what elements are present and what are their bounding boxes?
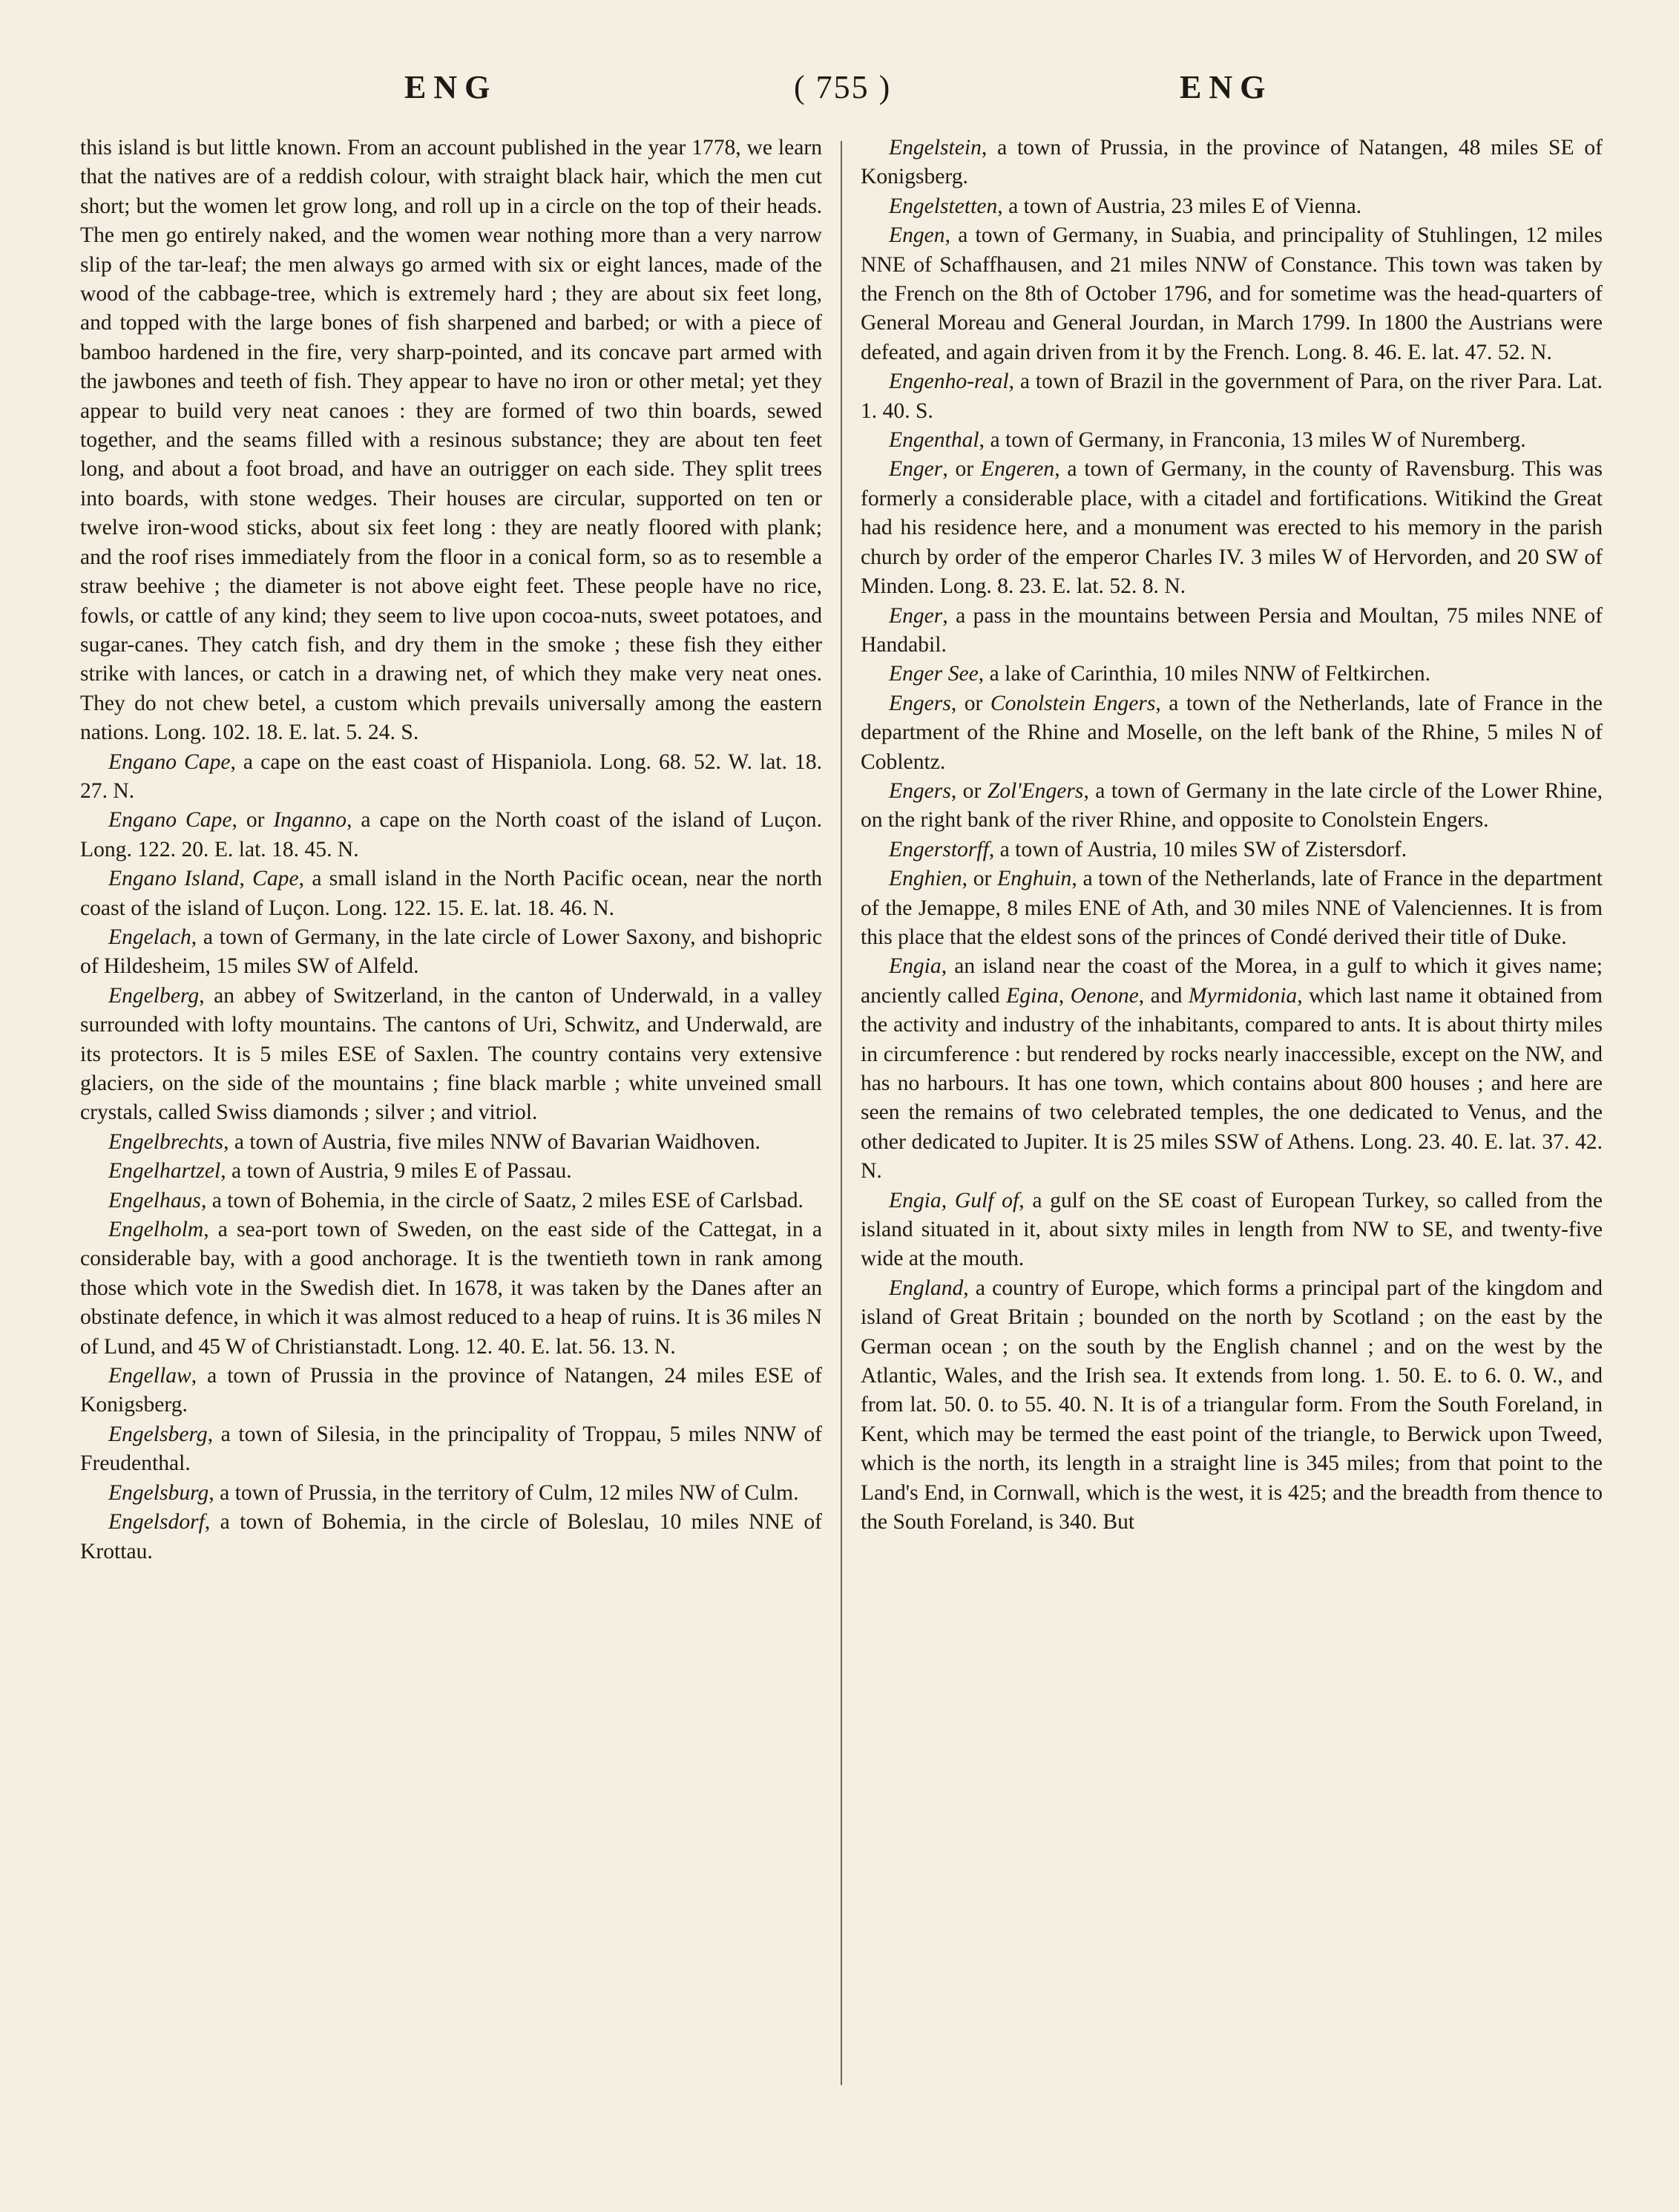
entry-text: , or: [231, 808, 274, 833]
gazetteer-entry: [80, 1420, 822, 1479]
entry-text: , a cape on the North coast of the island of Luçon. Long. 122. 20. E. lat. 18. 45. N.: [80, 808, 822, 862]
entry-term: Engerstorff: [889, 837, 989, 862]
entry-text: , a sea-port town of Sweden, on the east side of the Cattegat, in a considerable bay, with a good anchorage. It is the twentieth town in rank among those which vote in the Swedish diet. In 1678, it was taken by the Danes after an obstinate defence, in which it was almost reduced to a heap of ruins. It is 36 miles N of Lund, and 45 W of Christianstadt. Long. 12. 40. E. lat. 56. 13. N.: [80, 1218, 822, 1359]
entry-text: , a town of Austria, 23 miles E of Vienna.: [997, 194, 1362, 218]
entry-text: , a town of Germany in the late circle of the Lower Rhine, on the right bank of the river Rhine, and opposite to Conolstein Engers.: [861, 778, 1603, 833]
gazetteer-entry: [861, 689, 1603, 777]
header-right: ENG: [1180, 69, 1273, 105]
entry-text: , a town of Bohemia, in the circle of Boleslau, 10 miles NNE of Krottau.: [80, 1510, 822, 1563]
gazetteer-entry: [861, 864, 1603, 952]
gazetteer-entry: [861, 660, 1603, 689]
entry-text: , a town of Prussia, in the territory of Culm, 12 miles NW of Culm.: [208, 1480, 799, 1505]
entry-term: Engelhaus: [108, 1188, 201, 1212]
entry-term: Engen: [889, 223, 945, 248]
entry-text: , or: [950, 691, 990, 715]
entry-term: Engelhartzel: [108, 1159, 221, 1184]
gazetteer-entry: [80, 1128, 822, 1157]
gazetteer-entry: [861, 1187, 1603, 1274]
entry-term: Engellaw: [108, 1364, 191, 1388]
entry-text: , a small island in the North Pacific ocean, near the north coast of the island of Luçon. Long. 122. 15. E. lat. 18. 46. N.: [80, 867, 822, 920]
gazetteer-entry: [80, 1157, 822, 1186]
entry-text: ,: [1058, 983, 1071, 1008]
entry-term: Myrmidonia: [1188, 983, 1298, 1008]
entry-text: , a cape on the east coast of Hispaniola. Long. 68. 52. W. lat. 18. 27. N.: [80, 749, 822, 803]
entry-term: England: [889, 1276, 964, 1300]
gazetteer-entry: [861, 1274, 1603, 1537]
entry-text: , a town of Austria, five miles NNW of Bavarian Waidhoven.: [223, 1129, 760, 1154]
gazetteer-entry: [861, 455, 1603, 601]
gazetteer-entry: [80, 982, 822, 1128]
entry-term: Engelach: [108, 925, 191, 949]
entry-term: Enghien: [889, 867, 962, 891]
gazetteer-entry: [80, 1215, 822, 1362]
entry-term: Enger See: [889, 662, 979, 686]
entry-text: , a town of the Netherlands, late of France in the department of the Rhine and Moselle, on the left bank of the Rhine, 5 miles N of Coblentz.: [861, 691, 1603, 774]
entry-text: , an island near the coast of the Morea, in a gulf to which it gives name; anciently called: [861, 954, 1603, 1008]
entry-text: , a town of Austria, 10 miles SW of Zistersdorf.: [988, 837, 1407, 862]
left-column: [80, 134, 822, 1566]
entry-text: , a pass in the mountains between Persia and Moultan, 75 miles NNE of Handabil.: [861, 603, 1603, 657]
entry-text: , a town of Prussia in the province of Natangen, 24 miles ESE of Konigsberg.: [80, 1364, 822, 1417]
entry-text: , a town of Germany, in Suabia, and principality of Stuhlingen, 12 miles NNE of Schaffhausen, and 21 miles NNW of Constance. This town was taken by the French on the 8th of October 1796, and for sometime was the head-quarters of General Moreau and General Jourdan, in March 1799. In 1800 the Austrians were defeated, and again driven from it by the French. Long. 8. 46. E. lat. 47. 52. N.: [861, 223, 1603, 364]
entry-term: Enger: [889, 457, 943, 482]
entry-text: , a gulf on the SE coast of European Turkey, so called from the island situated in it, about sixty miles in length from NW to SE, and twenty-five wide at the mouth.: [861, 1188, 1603, 1271]
entry-term: Engelberg: [108, 983, 200, 1008]
right-column: [861, 134, 1603, 1537]
entry-term: Engia, Gulf of: [889, 1188, 1019, 1212]
entry-term: Engelsberg: [108, 1422, 208, 1446]
gazetteer-entry: [861, 134, 1603, 192]
header-left: ENG: [404, 69, 498, 105]
entry-term: Engers: [889, 691, 951, 715]
gazetteer-entry: [861, 192, 1603, 221]
entry-term: Engelholm: [108, 1218, 204, 1242]
entry-text: , a town of the Netherlands, late of France in the department of the Jemappe, 8 miles ENE of Ath, and 30 miles NNE of Valenciennes. It is from this place that the eldest sons of the princes of Condé derived their title of Duke.: [861, 867, 1603, 949]
entry-term: Engia: [889, 954, 942, 979]
entry-text: , which last name it obtained from the activity and industry of the inhabitants, compared to ants. It is about thirty miles in circumference : but rendered by rocks nearly inaccessible, except on the NW, and has no harbours. It has one town, which contains about 800 houses ; and here are seen the remains of two celebrated temples, the one dedicated to Venus, and the other dedicated to Jupiter. It is 25 miles SSW of Athens. Long. 23. 40. E. lat. 37. 42. N.: [861, 983, 1603, 1184]
entry-term: Engeren: [981, 457, 1055, 482]
column-divider: [841, 141, 842, 2085]
entry-term: Engano Island, Cape: [108, 867, 299, 891]
entry-term: Engelstetten: [889, 194, 998, 218]
entry-term: Conolstein Engers: [990, 691, 1156, 715]
gazetteer-entry: [80, 806, 822, 864]
gazetteer-entry: [80, 1479, 822, 1508]
entry-term: Engano Cape: [108, 749, 231, 774]
entry-term: Engers: [889, 778, 951, 803]
entry-text: , a town of Prussia, in the province of Natangen, 48 miles SE of Konigsberg.: [861, 136, 1603, 189]
entry-term: Egina: [1006, 983, 1059, 1008]
gazetteer-entry: [80, 923, 822, 982]
entry-text: , a town of Austria, 9 miles E of Passau.: [220, 1159, 572, 1184]
entry-term: Enger: [889, 603, 943, 628]
entry-term: Engelsburg: [108, 1480, 209, 1505]
gazetteer-entry: [861, 952, 1603, 1186]
gazetteer-entry: [861, 367, 1603, 426]
gazetteer-entry: [80, 864, 822, 923]
entry-term: Engenho-real: [889, 370, 1009, 394]
gazetteer-entry: [80, 1362, 822, 1420]
gazetteer-entry: [861, 836, 1603, 864]
running-header: [0, 68, 1679, 113]
entry-term: Inganno: [273, 808, 347, 833]
entry-text: , or: [950, 778, 988, 803]
entry-term: Engelstein: [889, 136, 982, 160]
gazetteer-entry: [861, 221, 1603, 367]
entry-term: Zol'Engers: [987, 778, 1084, 803]
entry-term: Enghuin: [997, 867, 1072, 891]
entry-text: , an abbey of Switzerland, in the canton of Underwald, in a valley surrounded with lofty mountains. The cantons of Uri, Schwitz, and Underwald, are its protectors. It is 5 miles ESE of Saxlen. The country contains very extensive glaciers, on the side of the mountains ; fine black marble ; white unveined small crystals, called Swiss diamonds ; silver ; and vitriol.: [80, 983, 822, 1125]
gazetteer-entry: [861, 426, 1603, 455]
entry-text: , a town of Germany, in the county of Ravensburg. This was formerly a considerable place, with a citadel and fortifications. Witikind the Great had his residence here, and a monument was erected to his memory in the parish church by order of the emperor Charles IV. 3 miles W of Hervorden, and 20 SW of Minden. Long. 8. 23. E. lat. 52. 8. N.: [861, 457, 1603, 599]
gazetteer-entry: [861, 777, 1603, 836]
entry-text: , a town of Germany, in Franconia, 13 miles W of Nuremberg.: [979, 428, 1526, 453]
gazetteer-entry: [861, 602, 1603, 660]
gazetteer-entry: [80, 1187, 822, 1215]
entry-text: , a country of Europe, which forms a principal part of the kingdom and island of Great Britain ; bounded on the north by Scotland ; on the east by the German ocean ; on the south by the English channel ; and on the west by the Atlantic, Wales, and the Irish sea. It extends from long. 1. 50. E. to 6. 0. W., and from lat. 50. 0. to 55. 40. N. It is of a triangular form. From the South Foreland, in Kent, which may be termed the east point of the triangle, to Berwick upon Tweed, which is the north, its length in a straight line is 345 miles; from that point to the Land's End, in Cornwall, which is the west, it is 425; and the breadth from thence to the South Foreland, is 340. But: [861, 1276, 1603, 1535]
entry-text: , a town of Brazil in the government of Para, on the river Para. Lat. 1. 40. S.: [861, 370, 1603, 423]
page-number: ( 755 ): [794, 69, 892, 105]
entry-term: Engelsdorf: [108, 1510, 205, 1535]
entry-text: , a town of Germany, in the late circle of Lower Saxony, and bishopric of Hildesheim, 15 miles SW of Alfeld.: [80, 925, 822, 979]
entry-text: , a town of Silesia, in the principality of Troppau, 5 miles NNW of Freudenthal.: [80, 1422, 822, 1476]
entry-term: Oenone: [1070, 983, 1139, 1008]
entry-text: this island is but little known. From an account published in the year 1778, we learn that the natives are of a reddish colour, with straight black hair, which the men cut short; but the women let grow long, and roll up in a circle on the top of their heads. The men go entirely naked, and the women wear nothing more than a very narrow slip of the tar-leaf; the men always go armed with six or eight lances, made of the wood of the cabbage-tree, which is extremely hard ; they are about six feet long, and topped with the large bones of fish sharpened and barbed; or with a piece of bamboo hardened in the fire, very sharp-pointed, and its concave part armed with the jawbones and teeth of fish. They appear to have no iron or other metal; yet they appear to build very neat canoes : they are formed of two thin boards, sewed together, and the seams filled with a resinous substance; they are about ten feet long, and about a foot broad, and have an outrigger on each side. They split trees into boards, with stone wedges. Their houses are circular, supported on ten or twelve iron-wood sticks, about six feet long : they are neatly floored with plank; and the roof rises immediately from the floor in a conical form, so as to resemble a straw beehive ; the diameter is not above eight feet. These people have no rice, fowls, or cattle of any kind; they seem to live upon cocoa-nuts, sweet potatoes, and sugar-canes. They catch fish, and dry them in the smoke ; these fish they either strike with lances, or catch in a drawing net, of which they make very neat ones. They do not chew betel, a custom which prevails universally among the eastern nations. Long. 102. 18. E. lat. 5. 24. S.: [80, 136, 822, 745]
entry-term: Engenthal: [889, 428, 979, 453]
entry-term: Engano Cape: [108, 808, 232, 833]
entry-text: , a town of Bohemia, in the circle of Saatz, 2 miles ESE of Carlsbad.: [200, 1188, 804, 1212]
entry-text: , or: [942, 457, 982, 482]
entry-text: , or: [962, 867, 998, 891]
gazetteer-entry: [80, 1508, 822, 1566]
entry-text: , and: [1138, 983, 1189, 1008]
gazetteer-entry: [80, 748, 822, 807]
entry-text: , a lake of Carinthia, 10 miles NNW of Feltkirchen.: [978, 662, 1431, 686]
gazetteer-entry: [80, 134, 822, 748]
entry-term: Engelbrechts: [108, 1129, 224, 1154]
